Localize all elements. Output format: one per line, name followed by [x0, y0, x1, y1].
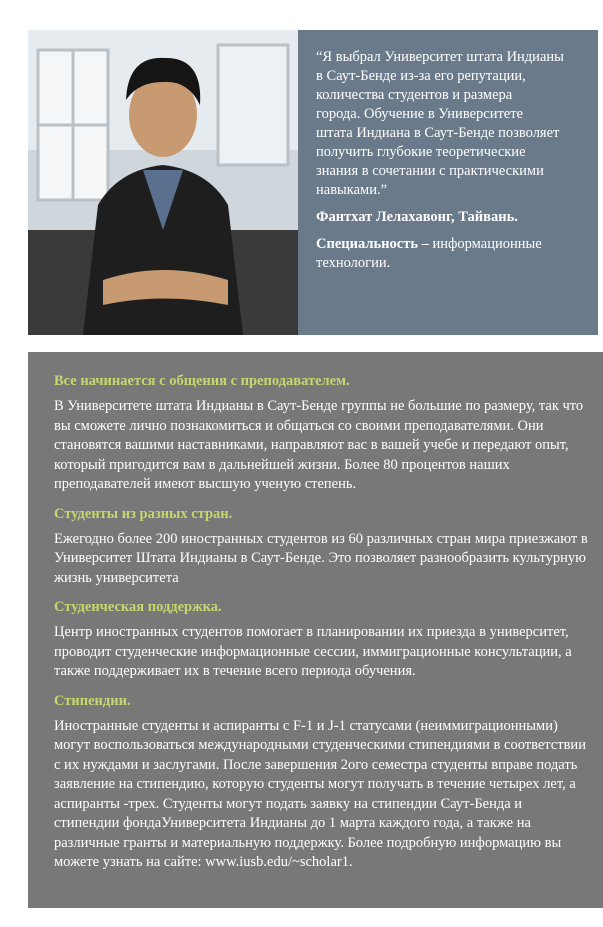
section-heading-scholarships: Стипендии.: [54, 692, 131, 709]
section-text-support: Центр иностранных студентов помогает в планировании их приезда в университет, проводит студенческие информационные сессии, иммиграционные консультации, а также поддерживает их в течение всего периода обучения.: [54, 624, 572, 679]
student-portrait-icon: [28, 30, 298, 335]
student-photo: [28, 30, 298, 335]
section-text-scholarships: Иностранные студенты и аспиранты с F-1 и J-1 статусами (неиммиграционными) могут воспользоваться международными студенческими стипендиями в соответствии с их нуждами и заслугами. После завершения 2ого семестра студенты вправе подать заявление на стипендию, которую студенты могут получать в течение четырех лет, а аспиранты -трех. Студенты могут подать заявку на стипендии Саут-Бенда и стипендии фондаУниверситета Индианы до 1 марта каждого года, а также на различные гранты и материальную поддержку. Более подробную информацию вы можете узнать на сайте: www.iusb.edu/~scholar1.: [54, 717, 586, 870]
quote-author: Фантхат Лелахавонг, Тайвань.: [316, 209, 518, 225]
quote-text: “Я выбрал Университет штата Индианы в Саут-Бенде из-за его репутации, количества студентов и размера города. Обучение в Университете штата Индиана в Саут-Бенде позволяет получить глубокие теоретические знания в сочетании с практическими навыками.”: [316, 49, 564, 198]
section-heading-countries: Студенты из разных стран.: [54, 505, 233, 522]
section-text-teachers: В Университете штата Индианы в Саут-Бенде группы не большие по размеру, так что вы сможете лично познакомиться и общаться со своими преподавателями. Они становятся вашими наставниками, направляют вас в вашей учебе и передают опыт, который пригодится вам в дальнейшей жизни. Более 80 процентов наших преподавателей имеют высшую ученую степень.: [54, 398, 584, 492]
info-panel: [28, 352, 603, 908]
section-heading-teachers: Все начинается с общения с преподавателем.: [54, 373, 350, 389]
quote-panel: [298, 30, 598, 335]
section-heading-support: Студенческая поддержка.: [54, 599, 222, 615]
specialty-value: информационные технологии.: [316, 236, 542, 271]
section-text-countries: Ежегодно более 200 иностранных студентов из 60 различных стран мира приезжают в Университет Штата Индианы в Саут-Бенде. Это позволяет разнообразить культурную жизнь университета: [54, 530, 588, 586]
quote-specialty: [316, 235, 584, 273]
specialty-label: Специальность –: [316, 236, 429, 252]
